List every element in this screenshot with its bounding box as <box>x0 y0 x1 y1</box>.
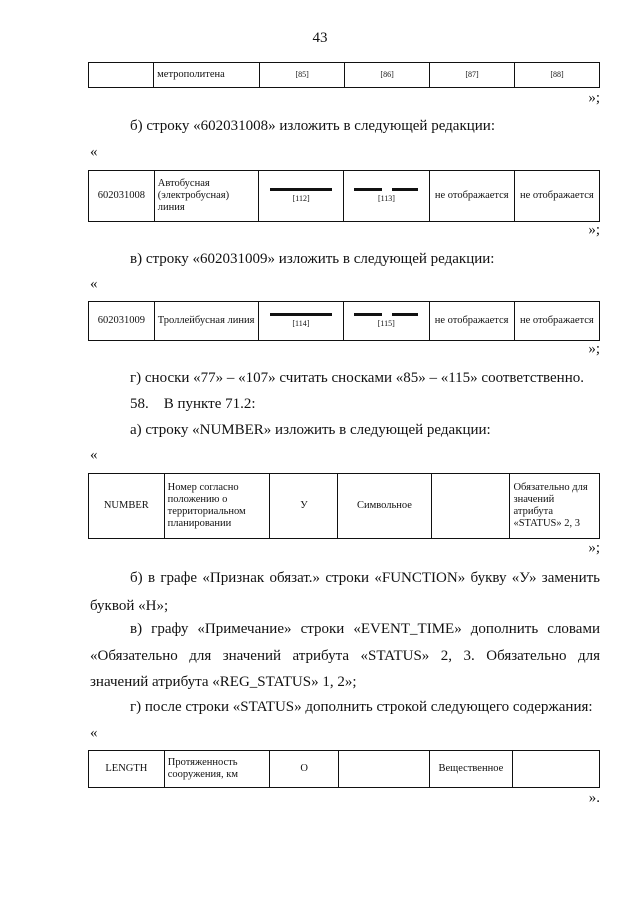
table-cell: Вещественное <box>430 751 513 788</box>
table-cell: [88] <box>515 63 600 88</box>
table-cell: 602031009 <box>89 302 155 341</box>
table-cell: [87] <box>430 63 515 88</box>
paragraph: а) строку «NUMBER» изложить в следующей редакции: <box>130 422 491 438</box>
table-row <box>89 751 600 788</box>
paragraph-line: значений атрибута «REG_STATUS» 1, 2»; <box>90 674 357 690</box>
table-cell <box>338 751 429 788</box>
paragraph: б) строку «602031008» изложить в следующей редакции: <box>130 118 495 134</box>
table-row <box>89 171 600 222</box>
line-symbol-cell <box>344 302 430 341</box>
table-length-attribute <box>88 750 600 788</box>
table-cell: не отображается <box>429 302 514 341</box>
table-cell: У <box>270 474 338 539</box>
closing-quote: »; <box>588 341 600 357</box>
footnote-ref: [115] <box>377 318 395 328</box>
paragraph-line: б) в графе «Признак обязат.» строки «FUNCTION» букву «У» заменить <box>130 570 600 586</box>
table-cell: LENGTH <box>89 751 165 788</box>
line-symbol-cell <box>258 302 343 341</box>
table-cell: Номер согласно положению о территориальном планировании <box>164 474 270 539</box>
table-trolleybus-line <box>88 301 600 341</box>
opening-quote: « <box>90 144 98 160</box>
table-cell: Троллейбусная линия <box>154 302 258 341</box>
table-cell: Обязательно для значений атрибута «STATUS» 2, 3 <box>510 474 600 539</box>
table-cell <box>512 751 599 788</box>
dashed-line-symbol <box>354 313 418 316</box>
dashed-line-symbol <box>354 188 418 191</box>
table-cell: метрополитена <box>154 63 260 88</box>
paragraph: в) строку «602031009» изложить в следующей редакции: <box>130 251 495 267</box>
line-symbol-cell <box>344 171 429 222</box>
table-cell: Автобусная (электробусная) линия <box>154 171 258 222</box>
closing-quote: ». <box>588 790 600 806</box>
table-cell: NUMBER <box>89 474 165 539</box>
paragraph: г) сноски «77» – «107» считать сносками «85» – «115» соответственно. <box>130 370 584 386</box>
table-number-attribute <box>88 473 600 539</box>
table-cell: не отображается <box>514 302 599 341</box>
footnote-ref: [113] <box>377 193 395 203</box>
paragraph-line: в) графу «Примечание» строки «EVENT_TIME» дополнить словами <box>130 621 600 637</box>
table-cell: О <box>270 751 339 788</box>
paragraph-line: буквой «Н»; <box>90 598 169 614</box>
table-cell: не отображается <box>429 171 514 222</box>
closing-quote: »; <box>588 90 600 106</box>
solid-line-symbol <box>270 188 332 191</box>
table-cell: [86] <box>345 63 430 88</box>
line-symbol-cell <box>258 171 343 222</box>
opening-quote: « <box>90 447 98 463</box>
table-bus-line <box>88 170 600 222</box>
opening-quote: « <box>90 276 98 292</box>
solid-line-symbol <box>270 313 332 316</box>
table-metro <box>88 62 600 88</box>
table-cell: Символьное <box>338 474 431 539</box>
table-cell <box>89 63 154 88</box>
table-cell <box>431 474 510 539</box>
table-row <box>89 302 600 341</box>
closing-quote: »; <box>588 222 600 238</box>
section-heading: 58. В пункте 71.2: <box>130 396 256 412</box>
table-cell: 602031008 <box>89 171 155 222</box>
paragraph: г) после строки «STATUS» дополнить строкой следующего содержания: <box>130 699 593 715</box>
table-row <box>89 63 600 88</box>
opening-quote: « <box>90 725 98 741</box>
paragraph-line: «Обязательно для значений атрибута «STATUS» 2, 3. Обязательно для <box>90 648 600 664</box>
table-cell: Протяженность сооружения, км <box>164 751 270 788</box>
page-number: 43 <box>312 30 328 46</box>
table-row <box>89 474 600 539</box>
footnote-ref: [114] <box>292 318 310 328</box>
table-cell: [85] <box>260 63 345 88</box>
footnote-ref: [112] <box>292 193 310 203</box>
closing-quote: »; <box>588 540 600 556</box>
table-cell: не отображается <box>514 171 599 222</box>
